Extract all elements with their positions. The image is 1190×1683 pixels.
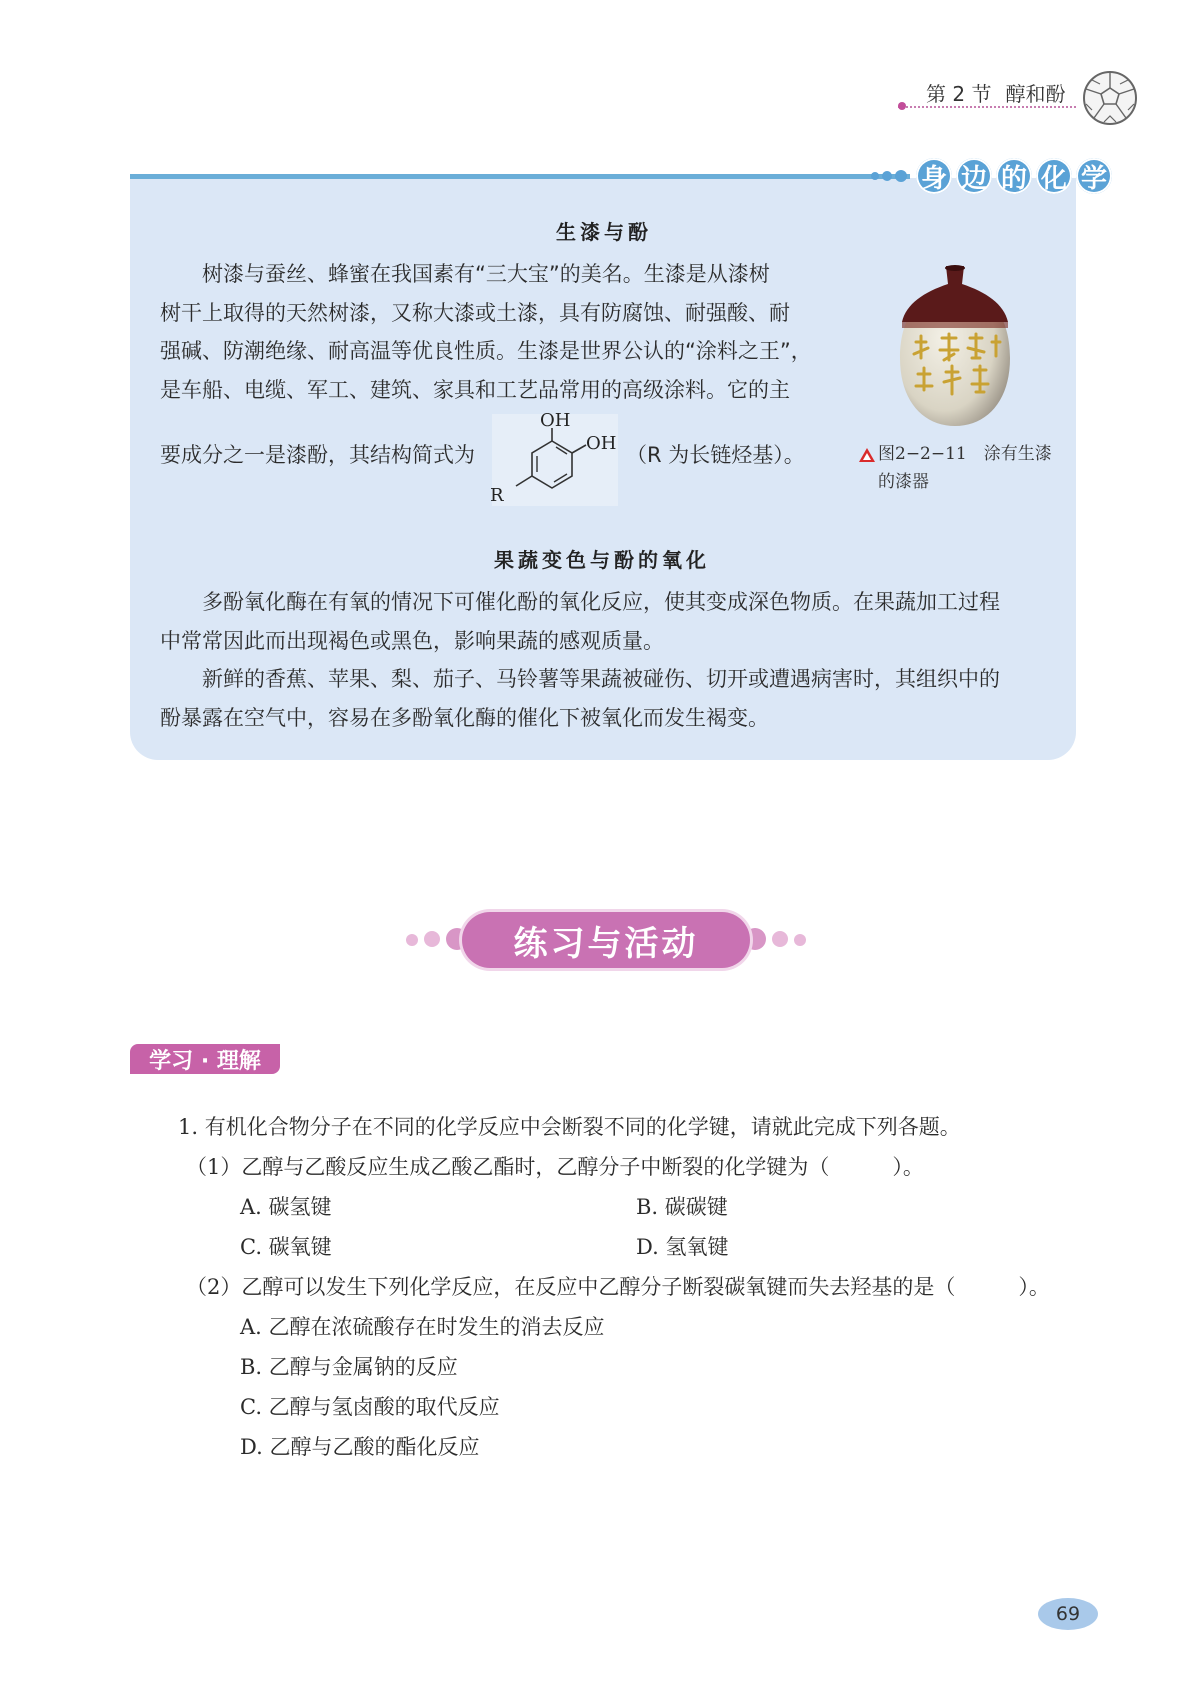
header-dotted-rule [898, 106, 1076, 108]
exercises-heading: 练习与活动 [462, 912, 750, 968]
q1-2-option-d: D. 乙醇与乙酸的酯化反应 [240, 1435, 480, 1459]
article2-line: 新鲜的香蕉、苹果、梨、茄子、马铃薯等果蔬被碰伤、切开或遭遇病害时，其组织中的 [202, 667, 1000, 691]
figure-marker-icon [858, 447, 876, 463]
q1-2-option-b: B. 乙醇与金属钠的反应 [240, 1355, 458, 1379]
q1-2-option-a: A. 乙醇在浓硫酸存在时发生的消去反应 [240, 1315, 605, 1339]
article1-line: 树干上取得的天然树漆，又称大漆或土漆，具有防腐蚀、耐强酸、耐 [160, 300, 790, 325]
article2-title: 果蔬变色与酚的氧化 [494, 548, 710, 572]
header-dot [898, 102, 906, 110]
heading-dot [794, 934, 806, 946]
section-title: 醇和酚 [1005, 82, 1066, 106]
chemistry-around-us-banner [910, 156, 1120, 196]
formula-r-group: R [490, 485, 504, 506]
question-1-2: （2）乙醇可以发生下列化学反应，在反应中乙醇分子断裂碳氧键而失去羟基的是（ ）。 [186, 1275, 1050, 1299]
heading-dot [424, 931, 440, 947]
fullerene-icon [1082, 70, 1138, 126]
banner-char: 身 [916, 158, 952, 194]
heading-dot [406, 934, 418, 946]
running-header [926, 78, 1065, 107]
q1-1-option-a: A. 碳氢键 [240, 1195, 332, 1219]
page-number: 69 [1038, 1598, 1098, 1630]
figure-caption-line2: 的漆器 [878, 472, 929, 492]
question-1-1: （1）乙醇与乙酸反应生成乙酸乙酯时，乙醇分子中断裂的化学键为（ ）。 [186, 1155, 924, 1179]
article2-line: 酚暴露在空气中，容易在多酚氧化酶的催化下被氧化而发生褐变。 [160, 705, 769, 730]
formula-oh-right: OH [586, 433, 617, 454]
q1-1-option-b: B. 碳碳键 [636, 1195, 728, 1219]
q1-1-option-d: D. 氢氧键 [636, 1235, 729, 1259]
formula-oh-top: OH [540, 410, 571, 431]
article1-line: 强碱、防潮绝缘、耐高温等优良性质。生漆是世界公认的“涂料之王”， [160, 339, 812, 363]
question-1: 1. 有机化合物分子在不同的化学反应中会断裂不同的化学键，请就此完成下列各题。 [178, 1115, 961, 1139]
panel-top-rule [130, 174, 910, 179]
learn-understand-tag: 学习 · 理解 [130, 1044, 280, 1074]
article1-line: 是车船、电缆、军工、建筑、家具和工艺品常用的高级涂料。它的主 [160, 377, 790, 402]
article2-line: 中常常因此而出现褐色或黑色，影响果蔬的感观质量。 [160, 628, 664, 653]
article1-body [160, 255, 840, 409]
article1-line: 树漆与蚕丝、蜂蜜在我国素有“三大宝”的美名。生漆是从漆树 [202, 262, 770, 286]
heading-dot [772, 931, 788, 947]
figure-caption-line1: 图2−2−11 涂有生漆 [878, 444, 1052, 464]
banner-char: 的 [996, 158, 1032, 194]
article2-line: 多酚氧化酶在有氧的情况下可催化酚的氧化反应，使其变成深色物质。在果蔬加工过程 [202, 590, 1000, 614]
q1-2-option-c: C. 乙醇与氢卤酸的取代反应 [240, 1395, 500, 1419]
banner-char: 边 [956, 158, 992, 194]
article1-title: 生漆与酚 [556, 220, 652, 244]
banner-dots [870, 166, 914, 186]
q1-1-option-c: C. 碳氧键 [240, 1235, 332, 1259]
article2-body [160, 583, 1060, 737]
banner-char: 化 [1036, 158, 1072, 194]
formula-after-text: （R 为长链烃基）。 [626, 443, 805, 467]
lacquer-vase-photo [894, 262, 1016, 430]
formula-before-text: 要成分之一是漆酚，其结构简式为 [160, 443, 475, 467]
banner-char: 学 [1076, 158, 1112, 194]
section-number: 第 2 节 [926, 82, 992, 106]
